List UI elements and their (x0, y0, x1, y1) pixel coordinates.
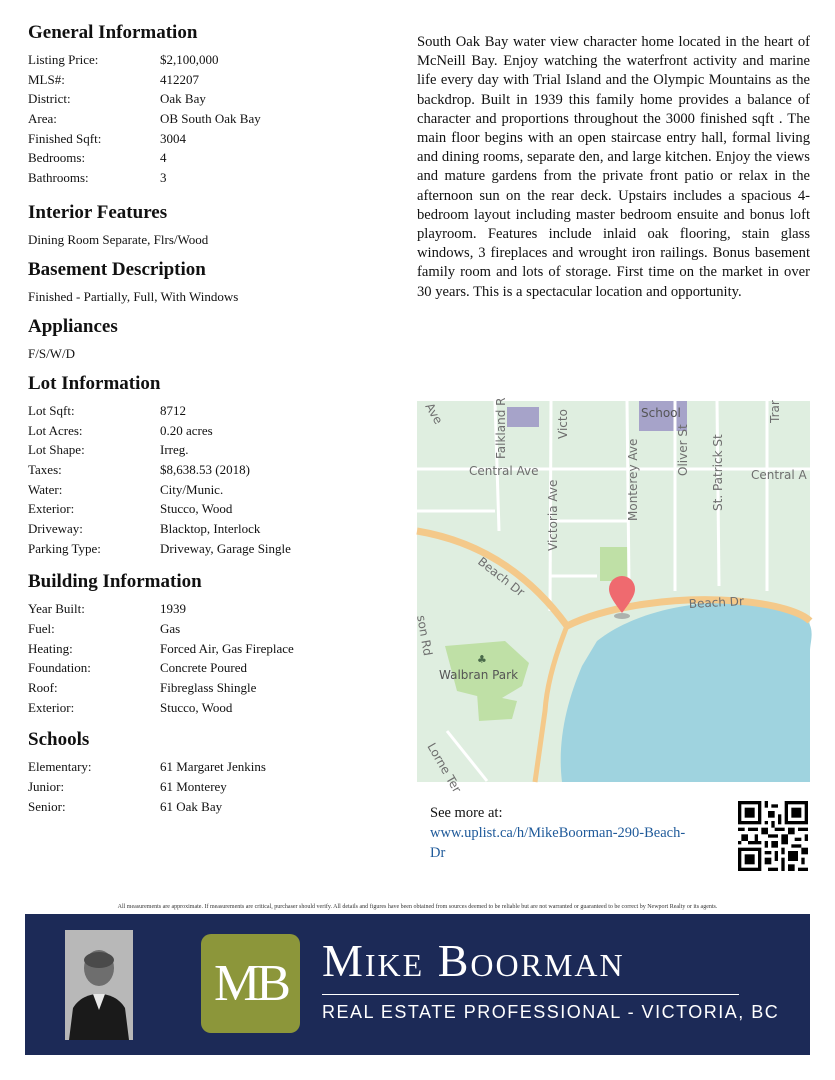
map-label-monterey-ave: Monterey Ave (626, 438, 640, 521)
row-value: $2,100,000 (160, 52, 219, 67)
info-row (28, 757, 398, 777)
row-label: Parking Type: (28, 540, 101, 556)
info-row (28, 421, 398, 441)
agent-banner (25, 914, 810, 1055)
map-park-green (477, 693, 517, 721)
row-label: Year Built: (28, 601, 85, 617)
interior-features-section (28, 202, 398, 249)
park-tree-icon: ♣ (477, 653, 487, 666)
section-heading: Schools (28, 729, 90, 751)
disclaimer-text: All measurements are approximate. If measurements are critical, purchaser should verify. All details and figures have been obtained from sources deemed to be reliable but are not warranted or guaranteed to be correct by Newport Realty or its agents. (117, 904, 718, 910)
map-label-walbran-park: Walbran Park (439, 668, 519, 682)
map-building (507, 407, 539, 427)
info-row (28, 480, 398, 500)
row-label: Foundation: (28, 660, 91, 676)
banner-divider (322, 994, 739, 995)
map-pin-shadow (614, 613, 630, 619)
row-value: Gas (160, 621, 181, 636)
map-label-victo: Victo (556, 409, 570, 439)
info-row (28, 148, 398, 168)
interior-features-text: Dining Room Separate, Flrs/Wood (28, 231, 209, 247)
info-row (28, 460, 398, 480)
agent-tagline: REAL ESTATE PROFESSIONAL - VICTORIA, BC (322, 1002, 780, 1022)
row-label: Lot Sqft: (28, 402, 75, 418)
row-value: Concrete Poured (160, 660, 248, 676)
info-row (28, 639, 398, 659)
row-value: Forced Air, Gas Fireplace (160, 640, 294, 656)
agent-portrait-icon (65, 930, 133, 1040)
info-row (28, 168, 398, 188)
row-value: City/Munic. (160, 481, 224, 497)
see-more-block (430, 803, 685, 863)
info-row (28, 499, 398, 519)
row-value: $8,638.53 (2018) (160, 461, 250, 477)
info-row (28, 539, 398, 559)
section-heading: Interior Features (28, 201, 168, 223)
row-value: OB South Oak Bay (160, 111, 261, 127)
row-value: 61 Oak Bay (160, 798, 223, 814)
row-label: Driveway: (28, 520, 83, 536)
row-label: District: (28, 91, 71, 107)
section-heading: Basement Description (28, 258, 206, 280)
appliances-text: F/S/W/D (28, 345, 75, 361)
section-heading: Appliances (28, 315, 118, 337)
row-value: 412207 (160, 71, 199, 87)
brand-logo: MB (201, 934, 300, 1033)
row-value: 8712 (160, 402, 186, 418)
row-label: Exterior: (28, 501, 75, 517)
map-label-central-ave-right: Central A (751, 468, 807, 482)
row-value: Stucco, Wood (160, 699, 233, 715)
row-label: Listing Price: (28, 52, 99, 67)
info-row (28, 89, 398, 109)
appliances-section (28, 316, 398, 363)
row-value: Stucco, Wood (160, 501, 233, 517)
row-value: 61 Monterey (160, 779, 227, 795)
lot-information-section (28, 373, 398, 559)
agent-photo (65, 930, 133, 1040)
row-label: Fuel: (28, 621, 55, 636)
info-row (28, 658, 398, 678)
info-row (28, 519, 398, 539)
listing-url-line1[interactable]: www.uplist.ca/h/MikeBoorman-290-Beach- (430, 825, 686, 841)
info-row (28, 129, 398, 149)
map-label-son-rd: son Rd (414, 614, 435, 657)
map-label-trar: Trar (768, 400, 782, 423)
section-heading: Building Information (28, 571, 202, 593)
row-label: Area: (28, 111, 57, 127)
listing-url-line2[interactable]: Dr (430, 845, 446, 861)
row-label: Taxes: (28, 461, 62, 477)
map-label-lorne-ter: Lorne Ter (424, 740, 465, 796)
row-label: Heating: (28, 640, 73, 656)
row-label: Exterior: (28, 699, 75, 715)
row-value: 3004 (160, 130, 186, 146)
agent-name: Mike Boorman (322, 935, 625, 986)
row-label: Roof: (28, 680, 58, 696)
info-row (28, 70, 398, 90)
info-row (28, 698, 398, 718)
info-row (28, 619, 398, 639)
map-label-ave-top: Ave (422, 400, 446, 427)
info-row (28, 777, 398, 797)
row-label: Senior: (28, 798, 66, 814)
map-label-st-patrick-st: St. Patrick St (711, 434, 725, 511)
map-label-beach-dr-left: Beach Dr (475, 554, 528, 600)
row-value: 0.20 acres (160, 422, 213, 438)
row-value: 1939 (160, 601, 186, 617)
info-row (28, 440, 398, 460)
row-value: Oak Bay (160, 91, 206, 107)
basement-text: Finished - Partially, Full, With Windows (28, 288, 239, 304)
row-label: MLS#: (28, 71, 65, 87)
row-value: Fibreglass Shingle (160, 680, 257, 696)
row-label: Junior: (28, 779, 65, 795)
info-row (28, 599, 398, 619)
schools-section (28, 729, 398, 816)
row-value: 4 (160, 150, 167, 166)
map-label-falkland: Falkland R (494, 397, 508, 459)
row-value: 3 (160, 170, 167, 186)
row-value: Driveway, Garage Single (160, 540, 291, 556)
listing-details (28, 22, 398, 817)
location-map[interactable] (414, 397, 810, 796)
row-label: Lot Shape: (28, 442, 85, 458)
general-information-section (28, 22, 398, 188)
map-label-school: School (641, 406, 681, 420)
row-label: Water: (28, 481, 63, 497)
info-row (28, 50, 398, 70)
property-description: South Oak Bay water view character home located in the heart of McNeill Bay. Enjoy watching the waterfront activity and marine life every day with Trial Island and the Olympic Mountains as the backdrop. Built in 1939 this family home provides a balance of character and proportions throughout the 3000 finished sqft . The main floor begins with an open staircase entry hall, formal living and dining rooms, separate den, and large kitchen. Enjoy the views and mature gardens from the private front patio or relax in the afternoon sun on the rear deck. Upstairs includes a spacious 4-bedroom layout including master bedroom ensuite and bonus loft playroom. Features include inlaid oak flooring, stain glass windows, 3 fireplaces and wrought iron railings. Bonus basement family room and lots of storage. First time on the market in over 30 years. This is a spectacular location and opportunity. (417, 34, 810, 300)
row-label: Lot Acres: (28, 422, 83, 438)
row-label: Elementary: (28, 759, 92, 775)
section-heading: Lot Information (28, 372, 161, 394)
row-label: Bathrooms: (28, 170, 89, 186)
listing-url-link[interactable] (430, 823, 685, 863)
map-park-small (600, 547, 630, 581)
map-label-central-ave-left: Central Ave (469, 464, 539, 478)
row-label: Finished Sqft: (28, 130, 102, 146)
section-heading: General Information (28, 22, 198, 43)
row-label: Bedrooms: (28, 150, 86, 166)
basement-section (28, 259, 398, 306)
building-information-section (28, 571, 398, 717)
map-water (561, 602, 812, 782)
map-label-victoria-ave: Victoria Ave (546, 479, 560, 551)
map-label-beach-dr-right: Beach Dr (688, 594, 745, 611)
row-value: Irreg. (160, 442, 189, 458)
qr-code-icon[interactable] (738, 801, 808, 871)
info-row (28, 401, 398, 421)
map-label-oliver-st: Oliver St (676, 424, 690, 476)
general-rows (28, 50, 398, 188)
see-more-label: See more at: (430, 805, 503, 821)
map-graphic (414, 397, 810, 796)
row-value: Blacktop, Interlock (160, 520, 261, 536)
row-value: 61 Margaret Jenkins (160, 759, 266, 775)
info-row (28, 678, 398, 698)
info-row (28, 109, 398, 129)
info-row (28, 797, 398, 817)
